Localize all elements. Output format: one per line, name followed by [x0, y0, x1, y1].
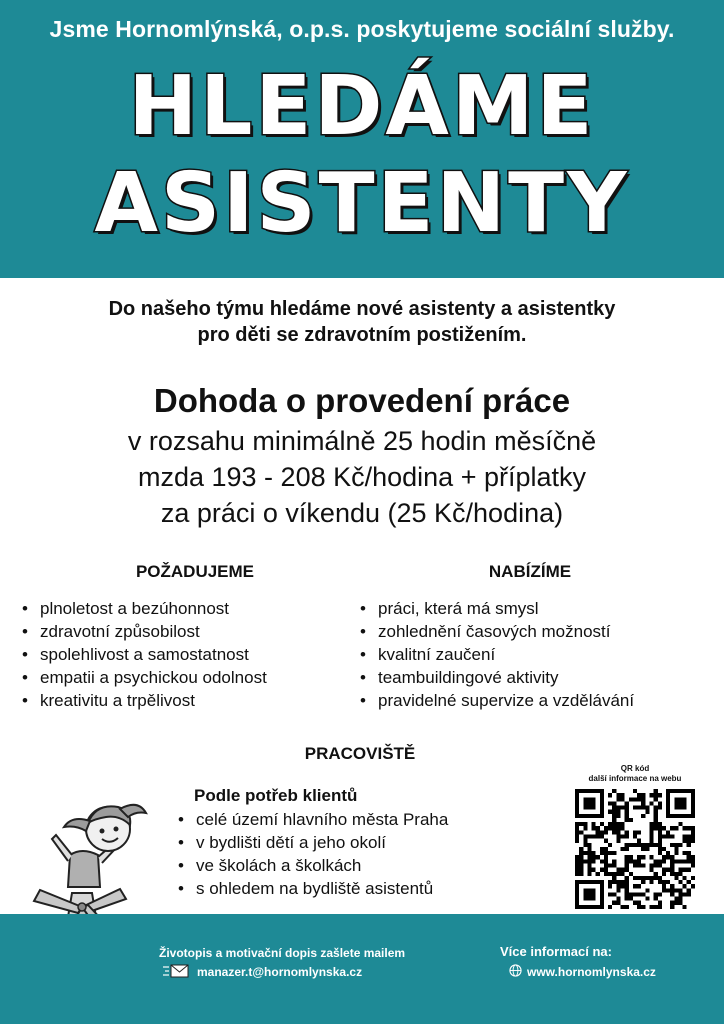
workplace-heading: PRACOVIŠTĚ	[304, 744, 416, 763]
website-link[interactable]: www.hornomlynska.cz	[527, 965, 656, 979]
list-item: • práci, která má smysl	[360, 597, 634, 620]
list-item: • kvalitní zaučení	[360, 643, 634, 666]
list-item: • v bydlišti dětí a jeho okolí	[178, 831, 448, 854]
mail-icon	[163, 963, 189, 979]
more-info-label: Více informací na:	[500, 944, 612, 959]
qr-caption-line-1: QR kód	[620, 764, 650, 773]
list-item: • teambuildingové aktivity	[360, 666, 634, 689]
contract-line-2: mzda 193 - 208 Kč/hodina + příplatky	[137, 462, 587, 492]
email-link[interactable]: manazer.t@hornomlynska.cz	[197, 965, 363, 979]
workplace-subheading: Podle potřeb klientů	[194, 786, 358, 805]
list-item: • kreativitu a trpělivost	[22, 689, 267, 712]
list-item: • s ohledem na bydliště asistentů	[178, 877, 448, 900]
lead-line-2: pro děti se zdravotním postižením.	[197, 324, 527, 346]
cv-instruction: Životopis a motivační dopis zašlete mailem	[159, 946, 406, 960]
list-item: • celé území hlavního města Praha	[178, 808, 448, 831]
list-item: • spolehlivost a samostatnost	[22, 643, 267, 666]
workplace-list	[178, 808, 448, 900]
qr-code[interactable]	[575, 789, 695, 909]
list-item: • empatii a psychickou odolnost	[22, 666, 267, 689]
list-item: • ve školách a školkách	[178, 854, 448, 877]
qr-caption	[570, 764, 700, 784]
list-item: • zohlednění časových možností	[360, 620, 634, 643]
requirements-heading: POŽADUJEME	[135, 562, 255, 581]
list-item: • plnoletost a bezúhonnost	[22, 597, 267, 620]
lead-text	[0, 296, 724, 348]
lead-line-1: Do našeho týmu hledáme nové asistenty a asistentky	[108, 298, 616, 320]
offer-heading: NABÍZÍME	[488, 562, 572, 581]
requirements-list	[22, 597, 267, 712]
offer-list	[360, 597, 634, 712]
headline-line-1: HLEDÁME	[128, 59, 596, 154]
contract-line-1: v rozsahu minimálně 25 hodin měsíčně	[127, 426, 597, 456]
contract-line-3: za práci o víkendu (25 Kč/hodina)	[160, 498, 564, 528]
globe-icon	[509, 964, 522, 977]
qr-caption-line-2: další informace na webu	[588, 774, 682, 783]
intro-text: Jsme Hornomlýnská, o.p.s. poskytujeme sociální služby.	[49, 16, 675, 42]
list-item: • zdravotní způsobilost	[22, 620, 267, 643]
headline-line-2: ASISTENTY	[94, 156, 630, 251]
list-item: • pravidelné supervize a vzdělávání	[360, 689, 634, 712]
contract-title: Dohoda o provedení práce	[153, 382, 571, 419]
